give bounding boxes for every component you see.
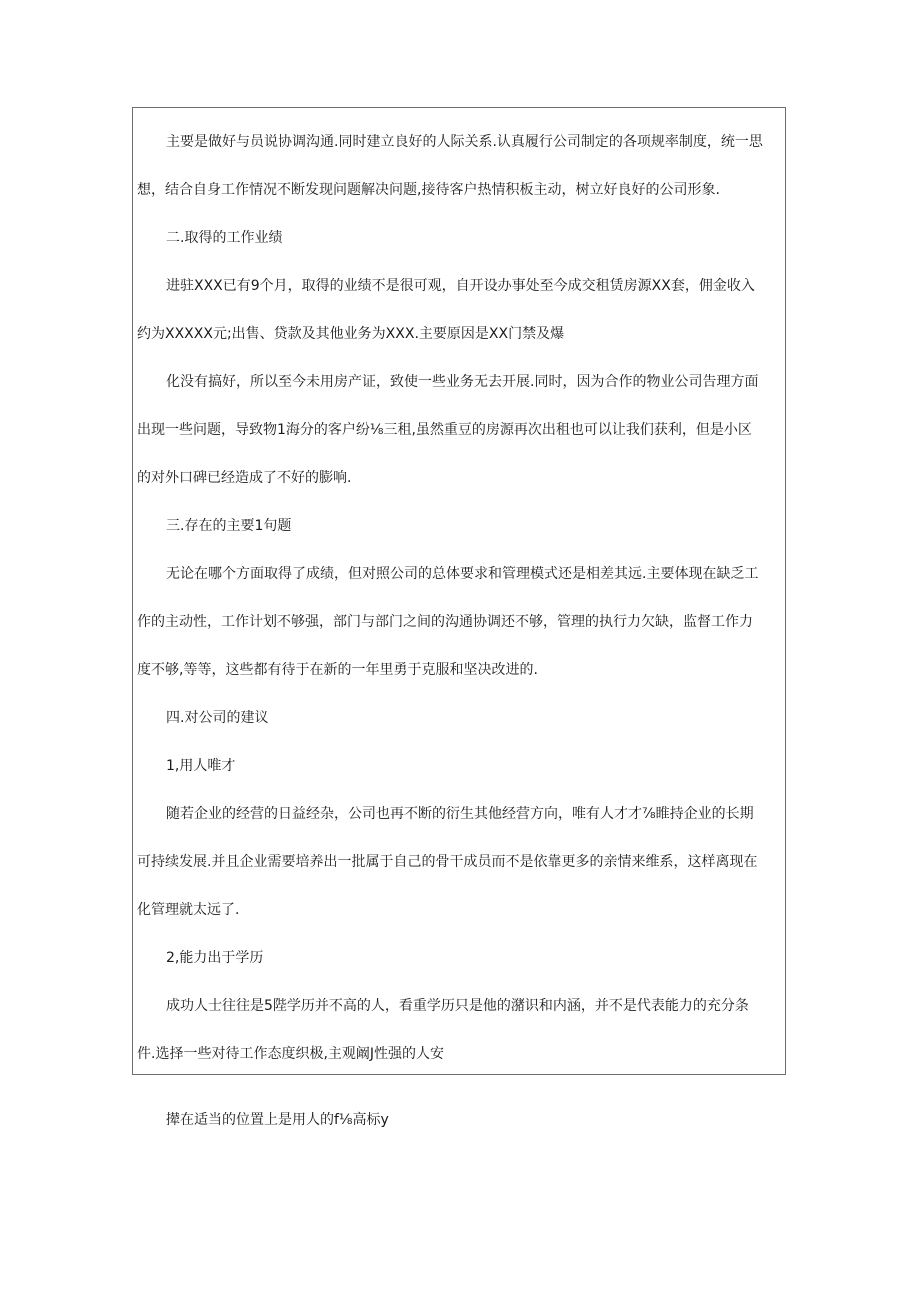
- paragraph-line-5: 化没有搞好，所以至今未用房产证，致使一些业务无去开展.同时，因为合作的物业公司告理方面: [166, 374, 759, 390]
- paragraph-line-9: 作的主动性，工作计划不够强，部门与部门之间的沟通协调还不够，管理的执行力欠缺，监督工作力: [137, 614, 753, 630]
- paragraph-line-2: 想，结合自身工作情况不断发现问题解决问题,接待客户热情积板主动，树立好良好的公司形象.: [137, 182, 720, 198]
- subheading-1: 1,用人唯才: [166, 758, 236, 774]
- paragraph-line-4: 约为XXXXX元;出售、贷款及其他业务为XXX.主要原因是XX门禁及爆: [137, 326, 565, 342]
- paragraph-line-13: 化管理就太远了.: [137, 902, 240, 918]
- paragraph-line-15: 件.选择一些对待工作态度织极,主观阚J性强的人安: [137, 1046, 445, 1062]
- section-heading-3: 三.存在的主要1句题: [166, 518, 292, 534]
- paragraph-line-8: 无论在哪个方面取得了成绩，但对照公司的总体要求和管理模式还是相差其远.主要体现在缺乏工: [166, 566, 759, 582]
- section-heading-2: 二.取得的工作业绩: [166, 230, 283, 246]
- footer-line: 撵在适当的位置上是用人的f⅛高标y: [166, 1112, 389, 1128]
- paragraph-line-6: 出现一些问题，导致物1海分的客户纷⅛三租,虽然重豆的房源再次出租也可以让我们获利，但是小区: [137, 422, 752, 438]
- document-frame: [132, 107, 786, 1075]
- paragraph-line-12: 可持续发展.并且企业需要培养出一批属于自己的骨干成员而不是依靠更多的亲情来维系，这样离现在: [137, 854, 758, 870]
- paragraph-line-11: 随若企业的经营的日益经杂，公司也再不断的衍生其他经营方向，唯有人才才⅞睢持企业的长期: [166, 806, 754, 822]
- paragraph-line-1: 主要是做好与员说协调沟通.同时建立良好的人际关系.认真履行公司制定的各项规率制度，统一思: [166, 134, 763, 150]
- paragraph-line-7: 的对外口碑已经造成了不好的膨响.: [137, 470, 352, 486]
- paragraph-line-10: 度不够,等等，这些都有待于在新的一年里勇于克服和坚决改进的.: [137, 662, 538, 678]
- subheading-2: 2,能力出于学历: [166, 950, 264, 966]
- paragraph-line-14: 成功人士往往是5陛学历并不高的人，看重学历只是他的潴识和内涵，并不是代表能力的充分条: [166, 998, 749, 1014]
- section-heading-4: 四.对公司的建议: [166, 710, 269, 726]
- paragraph-line-3: 进驻XXX已有9个月，取得的业绩不是很可观，自开设办事处至今成交租赁房源XX套，佣金收入: [166, 278, 755, 294]
